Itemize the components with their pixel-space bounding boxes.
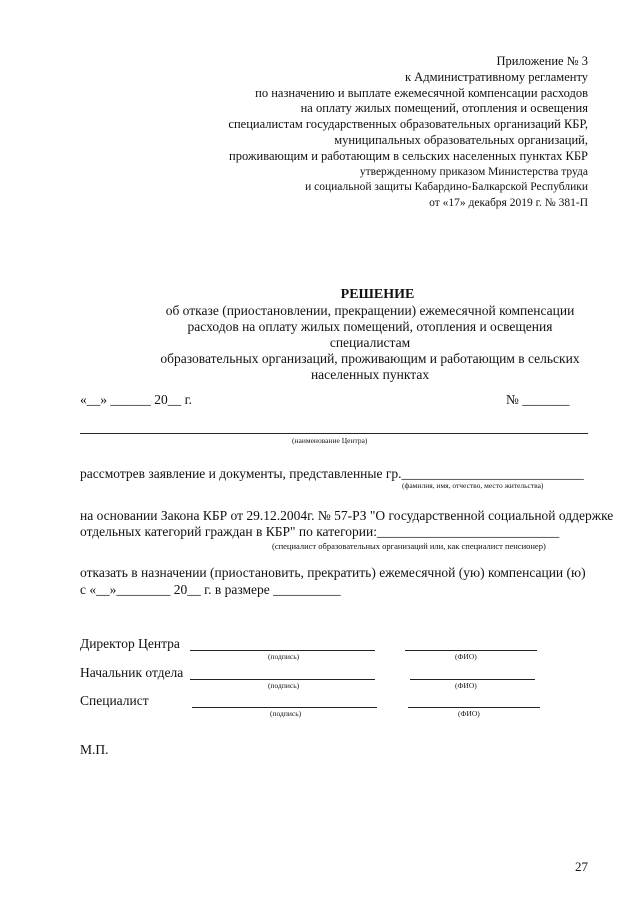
basis-line-1: на основании Закона КБР от 29.12.2004г. № 57-РЗ "О государственной социальной оддержке	[80, 508, 614, 523]
appendix-line: на оплату жилых помещений, отопления и освещения	[300, 101, 588, 116]
name-line	[405, 650, 537, 651]
document-subtitle	[150, 303, 590, 383]
signature-role: Начальник отдела	[80, 665, 184, 680]
stamp-mark: М.П.	[80, 742, 109, 757]
signature-line	[190, 679, 375, 680]
subtitle-line: расходов на оплату жилых помещений, отопления и освещения специалистам	[187, 319, 553, 350]
subtitle-line: населенных пунктах	[310, 367, 430, 382]
signature-caption: (подпись)	[268, 681, 300, 690]
appendix-line: Приложение № 3	[496, 54, 588, 68]
considered-text: рассмотрев заявление и документы, представленные гр.___________________________	[80, 466, 584, 481]
appendix-line: по назначению и выплате ежемесячной компенсации расходов	[255, 85, 588, 100]
signature-line	[190, 650, 375, 651]
center-name-line	[80, 433, 588, 434]
appendix-line: от «17» декабря 2019 г. № 381-П	[429, 197, 588, 210]
date-line: «__» ______ 20__ г.	[80, 392, 193, 407]
appendix-line: проживающим и работающим в сельских населенных пунктах КБР	[229, 148, 588, 163]
signature-role: Специалист	[80, 693, 149, 708]
appendix-line: утвержденному приказом Министерства труда	[359, 165, 588, 178]
considered-caption: (фамилия, имя, отчество, место жительства)	[402, 481, 544, 490]
name-line	[408, 707, 540, 708]
subtitle-line: об отказе (приостановлении, прекращении) ежемесячной компенсации	[165, 303, 575, 318]
center-caption: (наименование Центра)	[292, 436, 368, 445]
appendix-line: к Административному регламенту	[404, 69, 588, 84]
subtitle-line: образовательных организаций, проживающим и работающим в сельских	[160, 351, 580, 366]
name-caption: (ФИО)	[458, 709, 480, 718]
page-number: 27	[575, 859, 588, 874]
signature-caption: (подпись)	[270, 709, 302, 718]
basis-line-2: отдельных категорий граждан в КБР" по категории:___________________________	[80, 524, 560, 539]
signature-line	[192, 707, 377, 708]
name-line	[410, 679, 535, 680]
document-title: РЕШЕНИЕ	[340, 287, 415, 302]
name-caption: (ФИО)	[455, 681, 477, 690]
appendix-block	[168, 54, 588, 212]
refuse-line-2: с «__»________ 20__ г. в размере __________	[80, 582, 341, 597]
number-line: № _______	[506, 392, 570, 407]
signature-role: Директор Центра	[80, 636, 180, 651]
appendix-line: специалистам государственных образовательных организаций КБР,	[228, 117, 588, 132]
signature-caption: (подпись)	[268, 652, 300, 661]
name-caption: (ФИО)	[455, 652, 477, 661]
appendix-line: муниципальных образовательных организаций,	[334, 132, 588, 147]
appendix-line: и социальной защиты Кабардино-Балкарской Республики	[305, 181, 588, 194]
basis-caption: (специалист образовательных организаций или, как специалист пенсионер)	[272, 541, 546, 551]
refuse-line-1: отказать в назначении (приостановить, прекратить) ежемесячной (ую) компенсации (ю)	[80, 565, 586, 580]
